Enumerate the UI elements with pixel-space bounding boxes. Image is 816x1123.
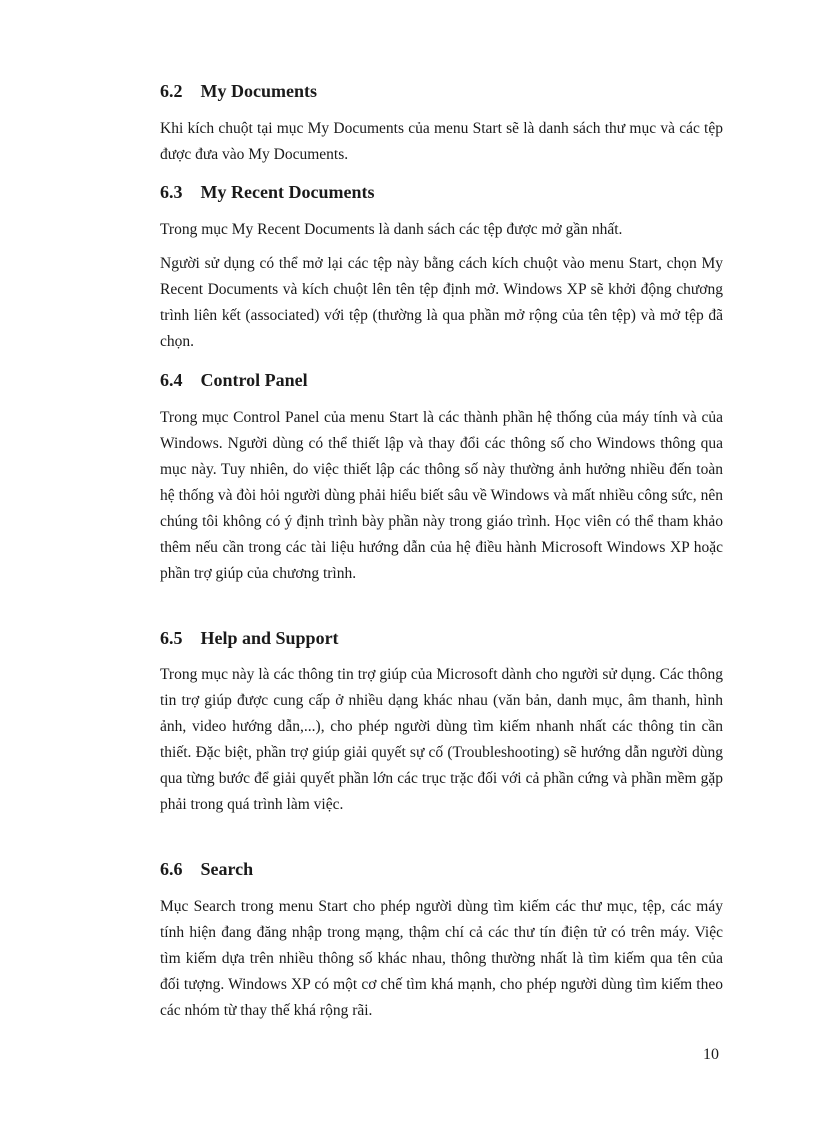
section-heading-control-panel: [160, 366, 308, 394]
section-paragraph: Trong mục này là các thông tin trợ giúp của Microsoft dành cho người sử dụng. Các thông tin trợ giúp được cung cấp ở nhiều dạng khác nhau (văn bản, danh mục, âm thanh, hình ảnh, video hướng dẫn,...), cho phép người dùng tìm kiếm nhanh nhất các thông tin cần thiết. Đặc biệt, phần trợ giúp giải quyết sự cố (Troubleshooting) sẽ hướng dẫn người dùng qua từng bước để giải quyết phần lớn các trục trặc đối với cả phần cứng và phần mềm gặp phải trong quá trình làm việc.: [160, 666, 723, 813]
section-paragraph: Trong mục Control Panel của menu Start là các thành phần hệ thống của máy tính và của Windows. Người dùng có thể thiết lập và thay đổi các thông số cho Windows thông qua mục này. Tuy nhiên, do việc thiết lập các thông số này thường ảnh hưởng nhiều đến toàn hệ thống và đòi hỏi người dùng phải hiểu biết sâu về Windows và mất nhiều công sức, nên chúng tôi không có ý định trình bày phần này trong giáo trình. Học viên có thể tham khảo thêm nếu cần trong các tài liệu hướng dẫn của hệ điều hành Microsoft Windows XP hoặc phần trợ giúp của chương trình.: [160, 409, 723, 582]
section-heading-my-documents: [160, 77, 317, 105]
section-heading-my-recent-documents: [160, 178, 374, 206]
section-number: 6.2: [160, 81, 183, 101]
section-heading-search: [160, 855, 253, 883]
section-title: My Recent Documents: [200, 182, 375, 202]
section-paragraph: Mục Search trong menu Start cho phép người dùng tìm kiếm các thư mục, tệp, các máy tính hiện đang đăng nhập trong mạng, thậm chí cả các thư tín điện tử có trên máy. Việc tìm kiếm dựa trên nhiều thông số khác nhau, thông thường nhất là tìm kiếm qua tên của đối tượng. Windows XP có một cơ chế tìm khá mạnh, cho phép người dùng tìm kiếm theo các nhóm từ thay thế khá rộng rãi.: [160, 898, 723, 1019]
section-paragraph: Trong mục My Recent Documents là danh sách các tệp được mở gần nhất.: [160, 221, 623, 238]
section-title: Search: [200, 859, 254, 879]
section-number: 6.3: [160, 182, 183, 202]
section-number: 6.6: [160, 859, 183, 879]
section-number: 6.4: [160, 370, 183, 390]
section-title: Help and Support: [200, 628, 339, 648]
section-paragraph: Người sử dụng có thể mở lại các tệp này bằng cách kích chuột vào menu Start, chọn My Recent Documents và kích chuột lên tên tệp định mở. Windows XP sẽ khởi động chương trình liên kết (associated) với tệp (thường là qua phần mở rộng của tên tệp) và mở tệp đã chọn.: [160, 255, 723, 350]
page-number: 10: [703, 1046, 719, 1063]
section-heading-help-and-support: [160, 624, 339, 652]
section-title: Control Panel: [200, 370, 308, 390]
section-title: My Documents: [200, 81, 317, 101]
section-paragraph: Khi kích chuột tại mục My Documents của menu Start sẽ là danh sách thư mục và các tệp được đưa vào My Documents.: [160, 120, 723, 163]
section-number: 6.5: [160, 628, 183, 648]
